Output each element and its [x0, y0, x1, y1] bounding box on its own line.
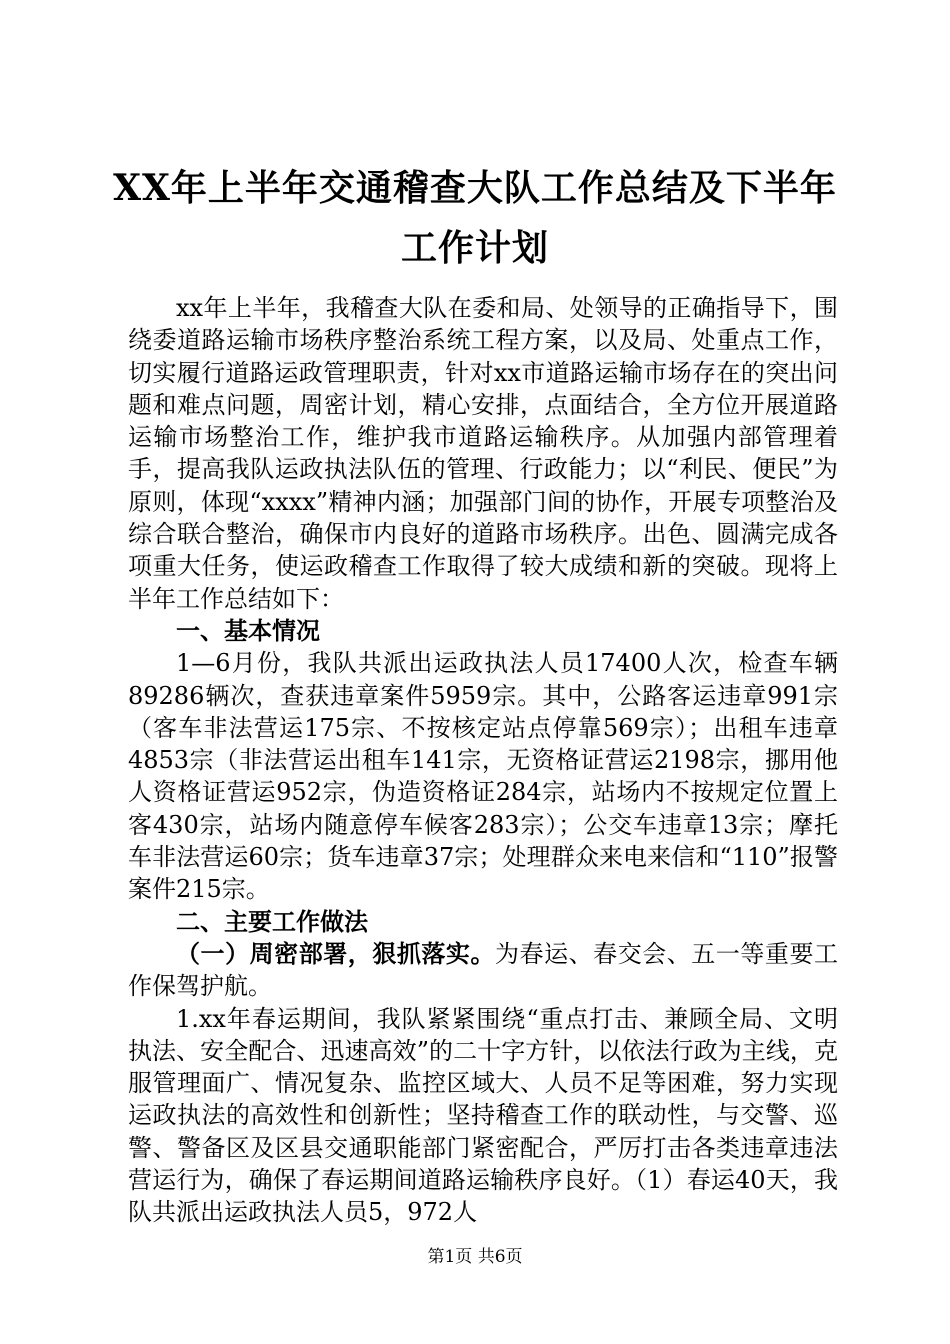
intro-paragraph: xx年上半年，我稽查大队在委和局、处领导的正确指导下，围绕委道路运输市场秩序整治系统工程方案，以及局、处重点工作，切实履行道路运政管理职责，针对xx市道路运输市场存在的突出问题和难点问题，周密计划，精心安排，点面结合，全方位开展道路运输市场整治工作，维护我市道路运输秩序。从加强内部管理着手，提高我队运政执法队伍的管理、行政能力；以“利民、便民”为原则，体现“xxxx”精神内涵；加强部门间的协作，开展专项整治及综合联合整治，确保市内良好的道路市场秩序。出色、圆满完成各项重大任务，使运政稽查工作取得了较大成绩和新的突破。现将上半年工作总结如下：: [128, 294, 838, 613]
document-body: [128, 292, 838, 1229]
subsection-heading: （一）周密部署，狠抓落实。: [176, 938, 495, 968]
item-1-paragraph: 1.xx年春运期间，我队紧紧围绕“重点打击、兼顾全局、文明执法、安全配合、迅速高效”的二十字方针，以依法行政为主线，克服管理面广、情况复杂、监控区域大、人员不足等困难，努力实现运政执法的高效性和创新性；坚持稽查工作的联动性，与交警、巡警、警备区及区县交通职能部门紧密配合，严厉打击各类违章违法营运行为，确保了春运期间道路运输秩序良好。（1）春运40天，我队共派出运政执法人员5，972人: [128, 1004, 838, 1227]
basic-info-paragraph: 1—6月份，我队共派出运政执法人员17400人次，检查车辆89286辆次，查获违章案件5959宗。其中，公路客运违章991宗（客车非法营运175宗、不按核定站点停靠569宗）；出租车违章4853宗（非法营运出租车141宗，无资格证营运2198宗，挪用他人资格证营运952宗，伪造资格证284宗，站场内不按规定位置上客430宗，站场内随意停车候客283宗）；公交车违章13宗；摩托车非法营运60宗；货车违章37宗；处理群众来电来信和“110”报警案件215宗。: [128, 649, 838, 904]
section-heading-main-work: 二、主要工作做法: [176, 906, 368, 936]
document-title-line-1: XX年上半年交通稽查大队工作总结及下半年: [113, 167, 837, 209]
page-number-footer: 第1页 共6页: [427, 1247, 523, 1267]
section-heading-basic-info: 一、基本情况: [176, 615, 320, 645]
subsection-text: 为春运、春交会、五一等重要工作保驾护航。: [128, 939, 838, 1001]
subsection-paragraph: [128, 938, 838, 1003]
document-title-line-2: 工作计划: [400, 227, 549, 269]
